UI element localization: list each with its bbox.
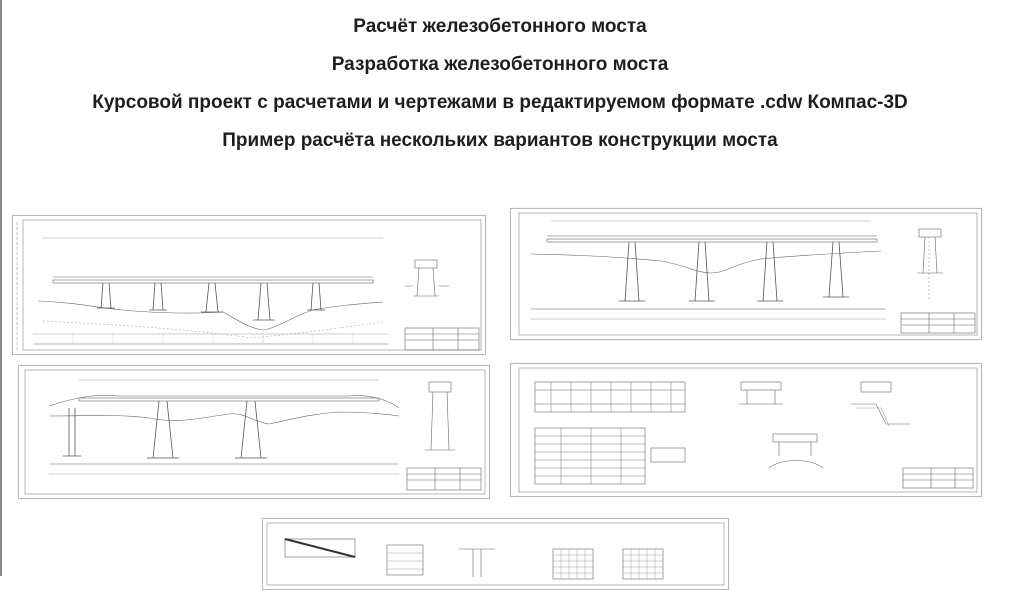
drawing-sheet-elevation-1[interactable] — [12, 215, 486, 355]
heading-title: Расчёт железобетонного моста — [353, 16, 647, 37]
rebar-details-drawing — [263, 519, 728, 589]
heading-subtitle: Разработка железобетонного моста — [331, 54, 669, 75]
drawing-sheet-elevation-2[interactable] — [510, 208, 982, 340]
heading-block — [0, 14, 1000, 166]
bridge-details-drawing — [511, 364, 981, 496]
drawing-sheet-elevation-3[interactable] — [18, 365, 490, 499]
bridge-elevation-drawing — [511, 209, 981, 339]
drawing-sheet-rebar[interactable] — [262, 518, 729, 590]
drawing-sheet-details[interactable] — [510, 363, 982, 497]
bridge-elevation-drawing — [13, 216, 485, 354]
bridge-elevation-drawing — [19, 366, 489, 498]
heading-course-project: Курсовой проект с расчетами и чертежами в редактируемом формате .cdw Компас-3D — [92, 92, 908, 113]
heading-example: Пример расчёта нескольких вариантов конструкции моста — [222, 130, 778, 151]
